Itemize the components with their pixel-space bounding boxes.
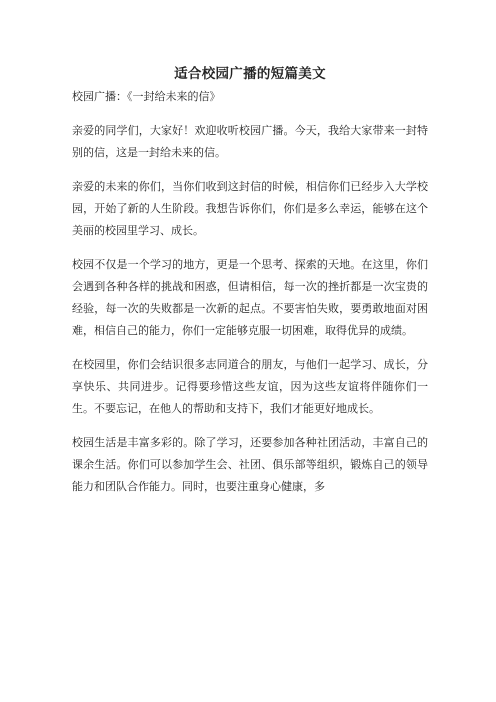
document-title: 适合校园广播的短篇美文 bbox=[174, 66, 326, 82]
document-page bbox=[72, 60, 428, 510]
paragraph-4: 在校园里，你们会结识很多志同道合的朋友，与他们一起学习、成长，分享快乐、共同进步。记得要珍惜这些友谊，因为这些友谊将伴随你们一生。不要忘记，在他人的帮助和支持下，我们才能更好地成长。 bbox=[72, 358, 428, 415]
document-subtitle: 校园广播：《一封给未来的信》 bbox=[72, 90, 221, 103]
paragraph-5: 校园生活是丰富多彩的。除了学习，还要参加各种社团活动，丰富自己的课余生活。你们可以参加学生会、社团、俱乐部等组织，锻炼自己的领导能力和团队合作能力。同时，也要注重身心健康，多 bbox=[72, 436, 428, 493]
paragraph-1: 亲爱的同学们，大家好！欢迎收听校园广播。今天，我给大家带来一封特别的信，这是一封给未来的信。 bbox=[72, 124, 428, 159]
paragraph-2: 亲爱的未来的你们，当你们收到这封信的时候，相信你们已经步入大学校园，开始了新的人生阶段。我想告诉你们，你们是多么幸运，能够在这个美丽的校园里学习、成长。 bbox=[72, 180, 428, 237]
paragraph-3: 校园不仅是一个学习的地方，更是一个思考、探索的天地。在这里，你们会遇到各种各样的挑战和困惑，但请相信，每一次的挫折都是一次宝贵的经验，每一次的失败都是一次新的起点。不要害怕失败，要勇敢地面对困难，相信自己的能力，你们一定能够克服一切困难，取得优异的成绩。 bbox=[72, 258, 428, 337]
